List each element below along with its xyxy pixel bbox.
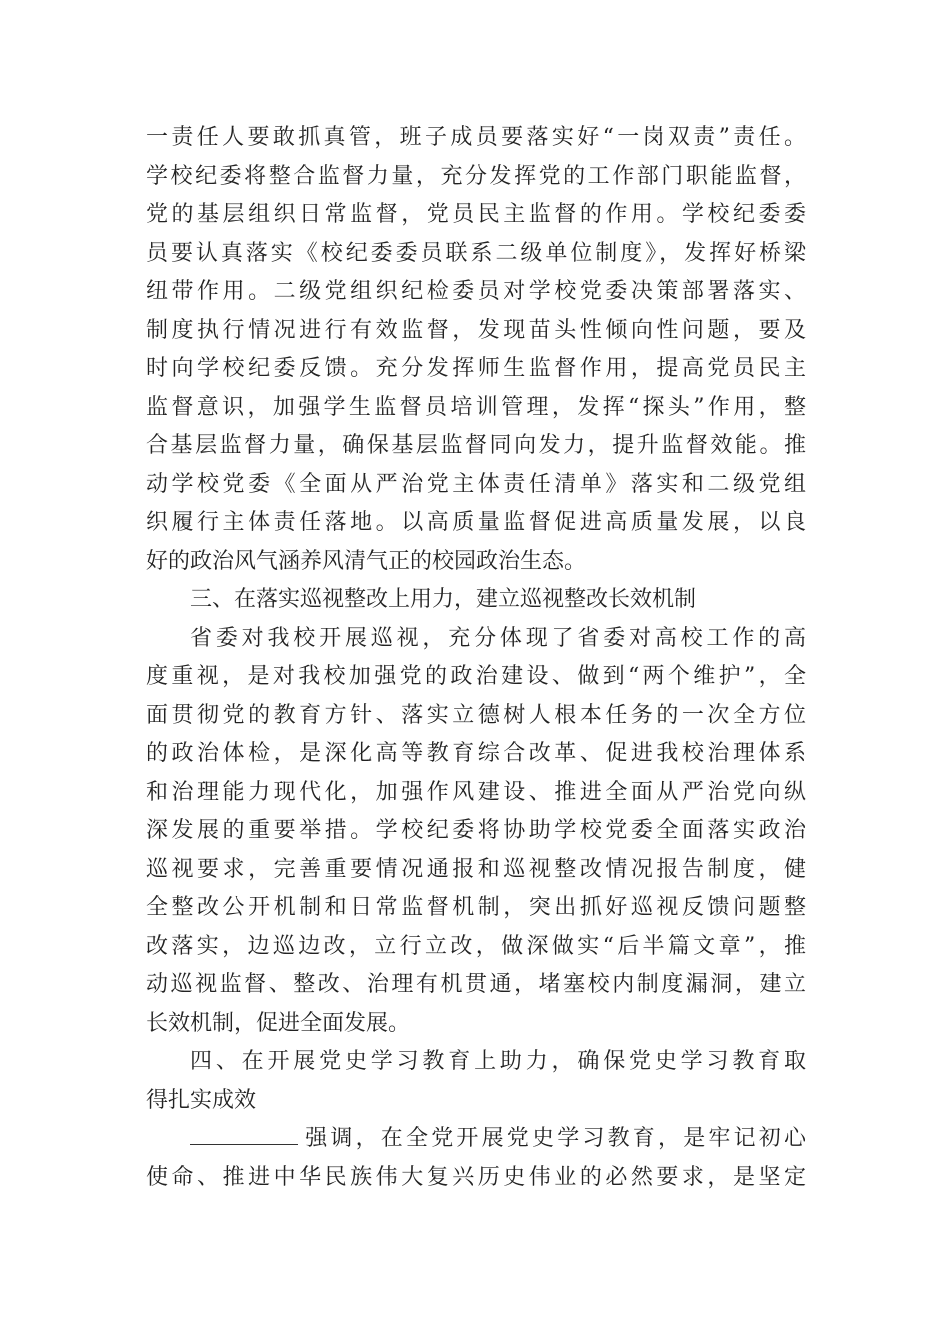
text-line: 合基层监督力量，确保基层监督同向发力，提升监督效能。推 bbox=[146, 433, 806, 458]
text-fragment: 强调，在全党开展党史学习教育，是牢记初心 bbox=[302, 1126, 806, 1151]
text-line: 一责任人要敢抓真管，班子成员要落实好“一岗双责”责任。 bbox=[146, 125, 806, 150]
text-line: 制度执行情况进行有效监督，发现苗头性倾向性问题，要及 bbox=[146, 317, 806, 343]
document-page bbox=[146, 119, 806, 1197]
text-line: 监督意识，加强学生监督员培训管理，发挥“探头”作用，整 bbox=[146, 394, 806, 420]
text-line: 使命、推进中华民族伟大复兴历史伟业的必然要求，是坚定 bbox=[146, 1164, 806, 1190]
text-line: 好的政治风气涵养风清气正的校园政治生态。 bbox=[146, 548, 587, 574]
text-line: 纽带作用。二级党组织纪检委员对学校党委决策部署落实、 bbox=[146, 279, 806, 304]
text-line: 省委对我校开展巡视，充分体现了省委对高校工作的高 bbox=[190, 625, 806, 651]
paragraph-supervision bbox=[146, 119, 806, 581]
heading-line: 四、在开展党史学习教育上助力，确保党史学习教育取 bbox=[190, 1049, 806, 1074]
redacted-blank bbox=[190, 1124, 298, 1145]
text-line: 员要认真落实《校纪委委员联系二级单位制度》，发挥好桥梁 bbox=[146, 240, 806, 266]
paragraph-inspection bbox=[146, 620, 806, 1044]
text-line: 动学校党委《全面从严治党主体责任清单》落实和二级党组 bbox=[146, 471, 806, 497]
text-line: 全整改公开机制和日常监督机制，突出抓好巡视反馈问题整 bbox=[146, 895, 806, 920]
heading-line: 得扎实成效 bbox=[146, 1087, 257, 1113]
text-line: 党的基层组织日常监督，党员民主监督的作用。学校纪委委 bbox=[146, 202, 806, 227]
text-line: 动巡视监督、整改、治理有机贯通，堵塞校内制度漏洞，建立 bbox=[146, 972, 806, 997]
paragraph-party-history bbox=[146, 1120, 806, 1197]
text-line: 深发展的重要举措。学校纪委将协助学校党委全面落实政治 bbox=[146, 818, 806, 843]
text-line: 学校纪委将整合监督力量，充分发挥党的工作部门职能监督， bbox=[146, 163, 806, 189]
text-line: 改落实，边巡边改，立行立改，做深做实“后半篇文章”，推 bbox=[146, 933, 806, 959]
text-line: 的政治体检，是深化高等教育综合改革、促进我校治理体系 bbox=[146, 741, 806, 766]
text-line: 度重视，是对我校加强党的政治建设、做到“两个维护”，全 bbox=[146, 664, 806, 689]
section-heading-4 bbox=[146, 1043, 806, 1120]
text-line: 织履行主体责任落地。以高质量监督促进高质量发展，以良 bbox=[146, 510, 806, 535]
text-line: 时向学校纪委反馈。充分发挥师生监督作用，提高党员民主 bbox=[146, 356, 806, 381]
text-line: 面贯彻党的教育方针、落实立德树人根本任务的一次全方位 bbox=[146, 702, 806, 728]
text-line: 长效机制，促进全面发展。 bbox=[146, 1010, 411, 1036]
text-line: 巡视要求，完善重要情况通报和巡视整改情况报告制度，健 bbox=[146, 856, 806, 882]
text-line: 和治理能力现代化，加强作风建设、推进全面从严治党向纵 bbox=[146, 779, 806, 805]
text-line-with-blank bbox=[146, 1120, 806, 1159]
section-heading-3: 三、在落实巡视整改上用力，建立巡视整改长效机制 bbox=[190, 587, 697, 612]
